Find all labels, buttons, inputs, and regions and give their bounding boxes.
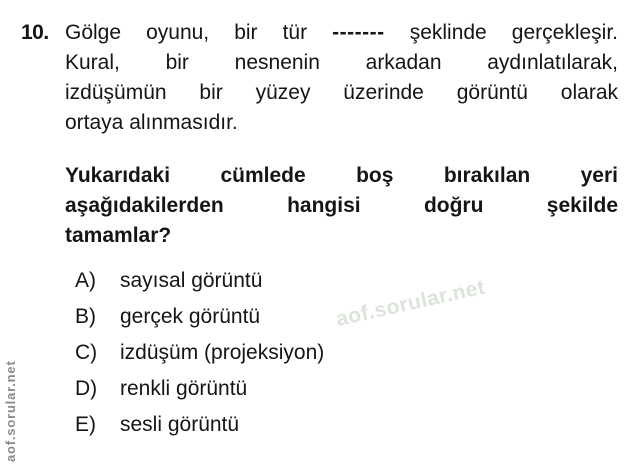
blank-sentence-after: şeklinde gerçekleşir. (409, 21, 619, 44)
option-a-letter: A) (75, 269, 96, 292)
question-number: 10. (21, 21, 49, 44)
question-prompt-line-3: tamamlar? (65, 224, 172, 247)
question-body-line-4: ortaya alınmasıdır. (65, 111, 238, 134)
question-body-line-2: Kural, bir nesnenin arkadan aydınlatılarak, (65, 51, 618, 74)
option-b (75, 302, 545, 338)
question-body-line-3: izdüşümün bir yüzey üzerinde görüntü olarak (65, 81, 618, 104)
question-prompt-line-2: aşağıdakilerden hangisi doğru şekilde (65, 194, 618, 217)
option-d-text: renkli görüntü (120, 377, 248, 400)
option-c-letter: C) (75, 341, 98, 364)
option-d (75, 374, 545, 410)
blank-dashes: ------- (332, 21, 385, 44)
question-prompt (65, 161, 618, 251)
question-body-line-1 (65, 18, 618, 48)
option-b-letter: B) (75, 305, 96, 328)
option-a-text: sayısal görüntü (120, 269, 263, 292)
option-e (75, 410, 545, 446)
question-prompt-line-1: Yukarıdaki cümlede boş bırakılan yeri (65, 164, 618, 187)
option-d-letter: D) (75, 377, 98, 400)
question-body (65, 18, 618, 138)
watermark-left-edge: aof.sorular.net (3, 360, 18, 462)
option-c-text: izdüşüm (projeksiyon) (120, 341, 325, 364)
option-e-letter: E) (75, 413, 96, 436)
watermark-diagonal: aof.sorular.net (333, 275, 488, 332)
blank-sentence-before: Gölge oyunu, bir tür (65, 21, 308, 44)
option-b-text: gerçek görüntü (120, 305, 261, 328)
option-e-text: sesli görüntü (120, 413, 240, 436)
option-c (75, 338, 545, 374)
